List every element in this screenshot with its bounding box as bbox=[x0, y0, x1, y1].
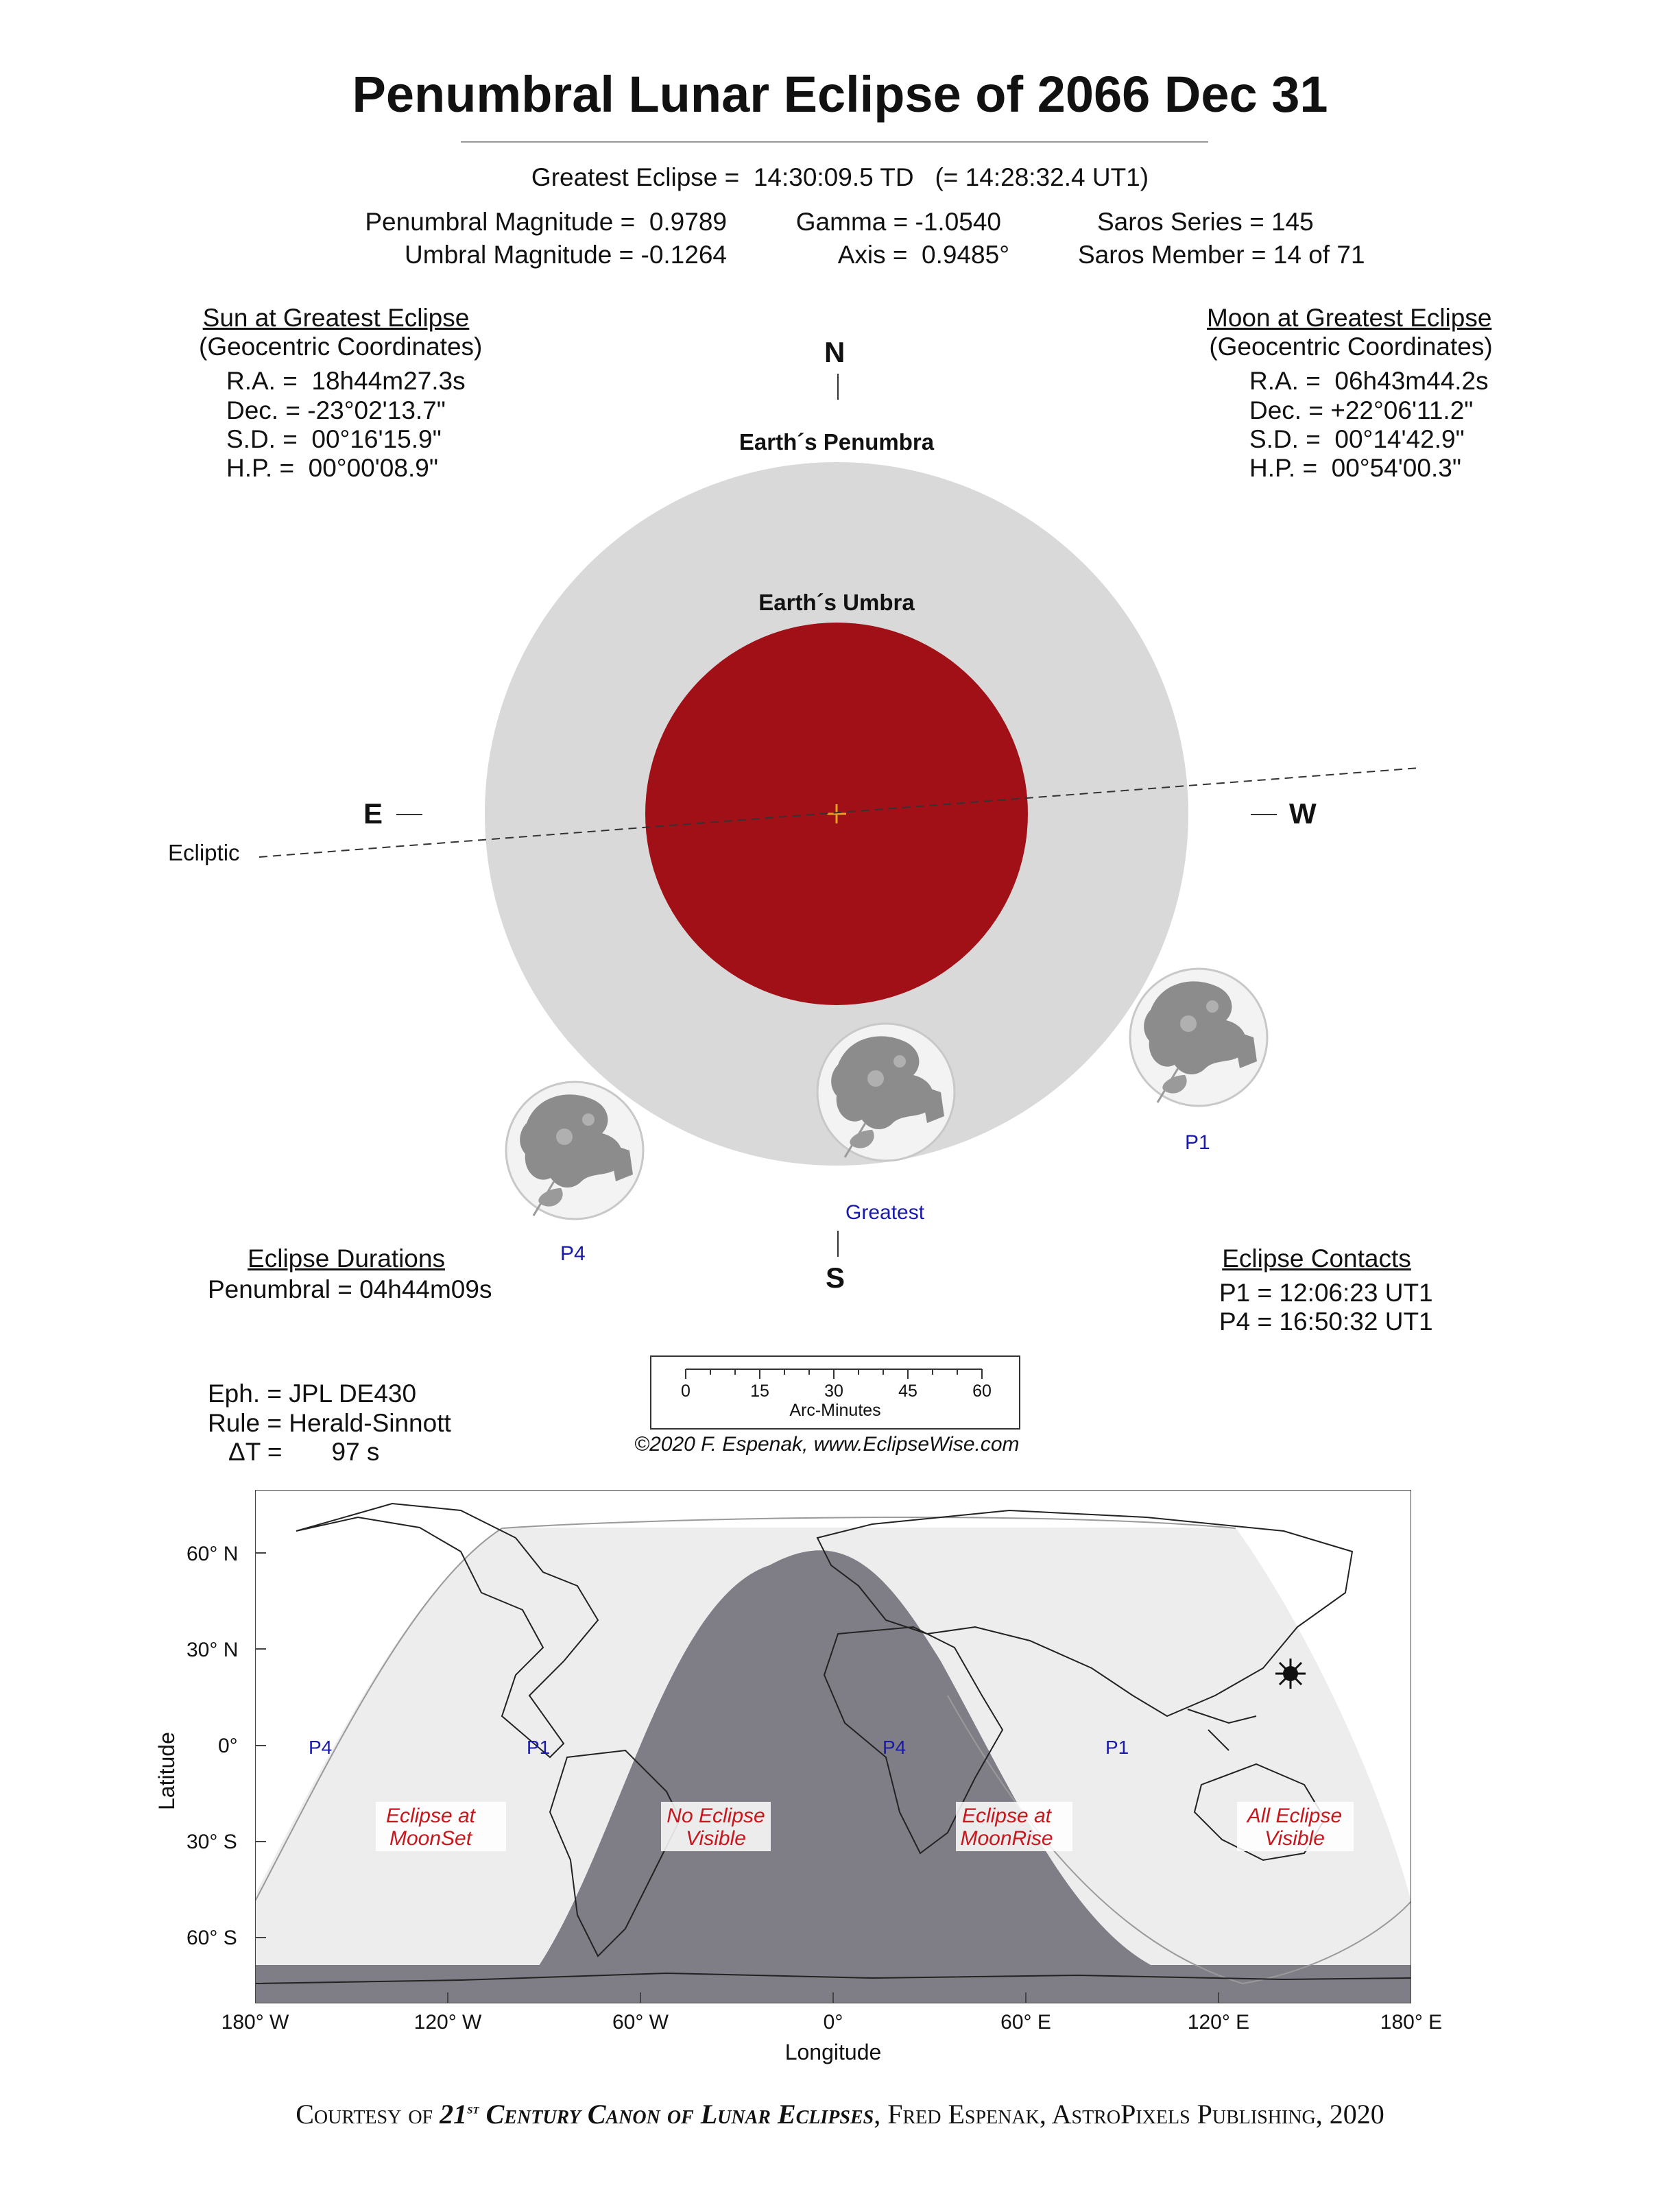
no-eclipse-label-1: No Eclipse bbox=[667, 1805, 765, 1827]
moonset-label-2: MoonSet bbox=[389, 1827, 472, 1850]
lon-tick-0: 0° bbox=[823, 2011, 843, 2034]
moon-p4 bbox=[506, 1082, 643, 1219]
lat-tick-60n: 60° N bbox=[187, 1543, 239, 1565]
south-label: S bbox=[826, 1262, 845, 1294]
scale-tick-15: 15 bbox=[750, 1382, 769, 1401]
footer-rest: , Fred Espenak, AstroPixels Publishing, 2020 bbox=[874, 2099, 1384, 2130]
moonrise-label-1: Eclipse at bbox=[961, 1805, 1052, 1827]
umbral-magnitude: Umbral Magnitude = -0.1264 bbox=[405, 241, 727, 269]
subsolar-point-icon bbox=[1275, 1659, 1306, 1689]
ephemeris: Eph. = JPL DE430 bbox=[208, 1379, 417, 1408]
ecliptic-label: Ecliptic bbox=[168, 840, 240, 865]
moon-heading: Moon at Greatest Eclipse bbox=[1207, 304, 1492, 332]
greatest-moon-label: Greatest bbox=[845, 1201, 925, 1224]
visibility-map bbox=[255, 1490, 1411, 2003]
scale-unit-label: Arc-Minutes bbox=[789, 1401, 881, 1420]
contacts-heading: Eclipse Contacts bbox=[1222, 1244, 1411, 1273]
east-label: E bbox=[363, 797, 383, 830]
map-p4-west: P4 bbox=[309, 1737, 333, 1758]
saros-member: Saros Member = 14 of 71 bbox=[1078, 241, 1365, 269]
moon-dec: Dec. = +22°06'11.2" bbox=[1249, 396, 1474, 424]
moon-p1 bbox=[1130, 969, 1267, 1106]
footer-num: 21 bbox=[440, 2099, 468, 2130]
map-p1-west: P1 bbox=[527, 1737, 551, 1758]
greatest-eclipse-line: Greatest Eclipse = 14:30:09.5 TD (= 14:28:32.4 UT1) bbox=[531, 163, 1149, 191]
contact-p1: P1 = 12:06:23 UT1 bbox=[1219, 1279, 1433, 1307]
map-p1-east: P1 bbox=[1105, 1737, 1129, 1758]
footer-st: st bbox=[467, 2099, 479, 2117]
rule: Rule = Herald-Sinnott bbox=[208, 1409, 451, 1437]
latitude-axis-label: Latitude bbox=[154, 1732, 179, 1810]
umbra-label: Earth´s Umbra bbox=[758, 590, 915, 615]
footer-courtesy: Courtesy of bbox=[296, 2099, 440, 2130]
map-p4-east: P4 bbox=[883, 1737, 907, 1758]
page-title: Penumbral Lunar Eclipse of 2066 Dec 31 bbox=[352, 66, 1328, 123]
penumbral-magnitude: Penumbral Magnitude = 0.9789 bbox=[365, 208, 727, 236]
scale-tick-60: 60 bbox=[972, 1382, 992, 1401]
sun-hp: H.P. = 00°00'08.9" bbox=[226, 454, 438, 482]
lon-tick-60e: 60° E bbox=[1000, 2011, 1051, 2034]
penumbral-duration: Penumbral = 04h44m09s bbox=[208, 1275, 492, 1303]
contact-p4: P4 = 16:50:32 UT1 bbox=[1219, 1307, 1433, 1336]
lat-tick-30n: 30° N bbox=[187, 1639, 239, 1661]
penumbra-label: Earth´s Penumbra bbox=[739, 429, 935, 455]
moon-subheading: (Geocentric Coordinates) bbox=[1209, 333, 1493, 361]
all-eclipse-label-1: All Eclipse bbox=[1247, 1805, 1343, 1827]
west-label: W bbox=[1289, 797, 1317, 830]
moon-sd: S.D. = 00°14'42.9" bbox=[1249, 425, 1465, 453]
durations-heading: Eclipse Durations bbox=[248, 1244, 445, 1273]
footer-credit bbox=[0, 2098, 1680, 2130]
p4-moon-label: P4 bbox=[560, 1242, 586, 1265]
moon-greatest bbox=[817, 1024, 955, 1161]
scale-box bbox=[650, 1355, 1020, 1430]
sun-subheading: (Geocentric Coordinates) bbox=[199, 333, 483, 361]
lon-tick-180w: 180° W bbox=[221, 2011, 289, 2034]
lat-tick-60s: 60° S bbox=[187, 1927, 237, 1949]
all-eclipse-label-2: Visible bbox=[1264, 1827, 1325, 1850]
sun-heading: Sun at Greatest Eclipse bbox=[202, 304, 470, 332]
moonrise-label-2: MoonRise bbox=[960, 1827, 1053, 1850]
moonset-label-1: Eclipse at bbox=[385, 1805, 476, 1827]
footer-canon: Century Canon of Lunar Eclipses bbox=[479, 2099, 874, 2130]
p1-moon-label: P1 bbox=[1185, 1131, 1210, 1154]
copyright: ©2020 F. Espenak, www.EclipseWise.com bbox=[634, 1433, 1020, 1456]
lat-tick-0: 0° bbox=[218, 1735, 238, 1757]
axis-value: Axis = 0.9485° bbox=[837, 241, 1009, 269]
sun-dec: Dec. = -23°02'13.7" bbox=[226, 396, 446, 424]
moon-ra: R.A. = 06h43m44.2s bbox=[1249, 367, 1489, 395]
longitude-axis-label: Longitude bbox=[784, 2040, 882, 2064]
scale-tick-45: 45 bbox=[898, 1382, 917, 1401]
sun-sd: S.D. = 00°16'15.9" bbox=[226, 425, 442, 453]
gamma-value: Gamma = -1.0540 bbox=[795, 208, 1001, 236]
sun-ra: R.A. = 18h44m27.3s bbox=[226, 367, 466, 395]
saros-series: Saros Series = 145 bbox=[1097, 208, 1314, 236]
lon-tick-60w: 60° W bbox=[612, 2011, 669, 2034]
delta-t: ΔT = 97 s bbox=[228, 1438, 380, 1466]
lon-tick-120w: 120° W bbox=[413, 2011, 482, 2034]
lat-tick-30s: 30° S bbox=[187, 1831, 237, 1853]
moon-hp: H.P. = 00°54'00.3" bbox=[1249, 454, 1461, 482]
lon-tick-180e: 180° E bbox=[1380, 2011, 1443, 2034]
no-eclipse-label-2: Visible bbox=[686, 1827, 746, 1850]
lon-tick-120e: 120° E bbox=[1187, 2011, 1250, 2034]
north-label: N bbox=[824, 336, 845, 368]
scale-tick-30: 30 bbox=[824, 1382, 843, 1401]
scale-tick-0: 0 bbox=[681, 1382, 691, 1401]
